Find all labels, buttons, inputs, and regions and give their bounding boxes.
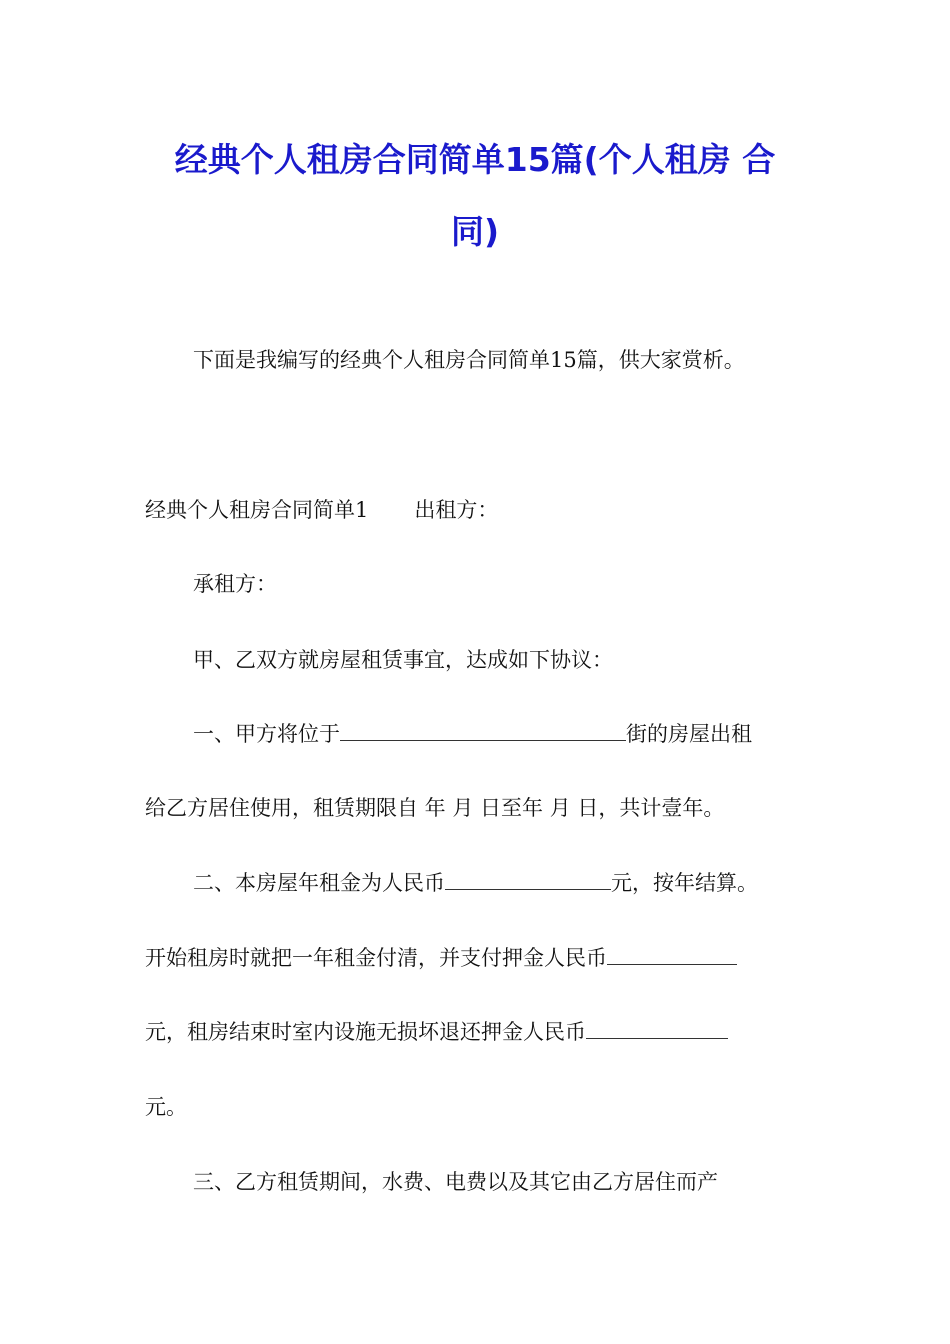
lessee-label: 承租方： [193, 572, 277, 596]
document-title-line-2: 同) [450, 212, 500, 251]
section-heading-line [145, 496, 498, 524]
clause-1-line-1 [193, 720, 752, 748]
intro-paragraph: 下面是我编写的经典个人租房合同简单15篇，供大家赏析。 [193, 348, 745, 372]
section-heading: 经典个人租房合同简单1 [145, 498, 369, 522]
clause-2-line-2 [145, 944, 737, 972]
lessor-label: 出租方： [414, 498, 499, 522]
clause-2-end: 元，按年结算。 [611, 871, 758, 895]
clause-2-line-3 [145, 1018, 728, 1046]
clause-2-start: 二、本房屋年租金为人民币 [193, 871, 445, 895]
clause-2-refund-text: 元，租房结束时室内设施无损坏退还押金人民币 [145, 1020, 586, 1044]
clause-1-line-2: 给乙方居住使用，租赁期限自 年 月 日至年 月 日，共计壹年。 [145, 796, 725, 820]
clause-2-line-1 [193, 869, 758, 897]
annual-rent-blank [445, 869, 611, 890]
clause-2-line-4: 元。 [145, 1095, 187, 1119]
clause-3-line-1: 三、乙方租赁期间，水费、电费以及其它由乙方居住而产 [193, 1170, 718, 1194]
refund-blank [586, 1018, 728, 1039]
deposit-blank [607, 944, 737, 965]
agreement-intro: 甲、乙双方就房屋租赁事宜，达成如下协议： [193, 648, 613, 672]
document-title-line-1: 经典个人租房合同简单15篇(个人租房 合 [174, 140, 776, 179]
clause-1-start: 一、甲方将位于 [193, 722, 340, 746]
address-blank [340, 720, 626, 741]
clause-1-end: 街的房屋出租 [626, 722, 752, 746]
clause-2-deposit-text: 开始租房时就把一年租金付清，并支付押金人民币 [145, 946, 607, 970]
